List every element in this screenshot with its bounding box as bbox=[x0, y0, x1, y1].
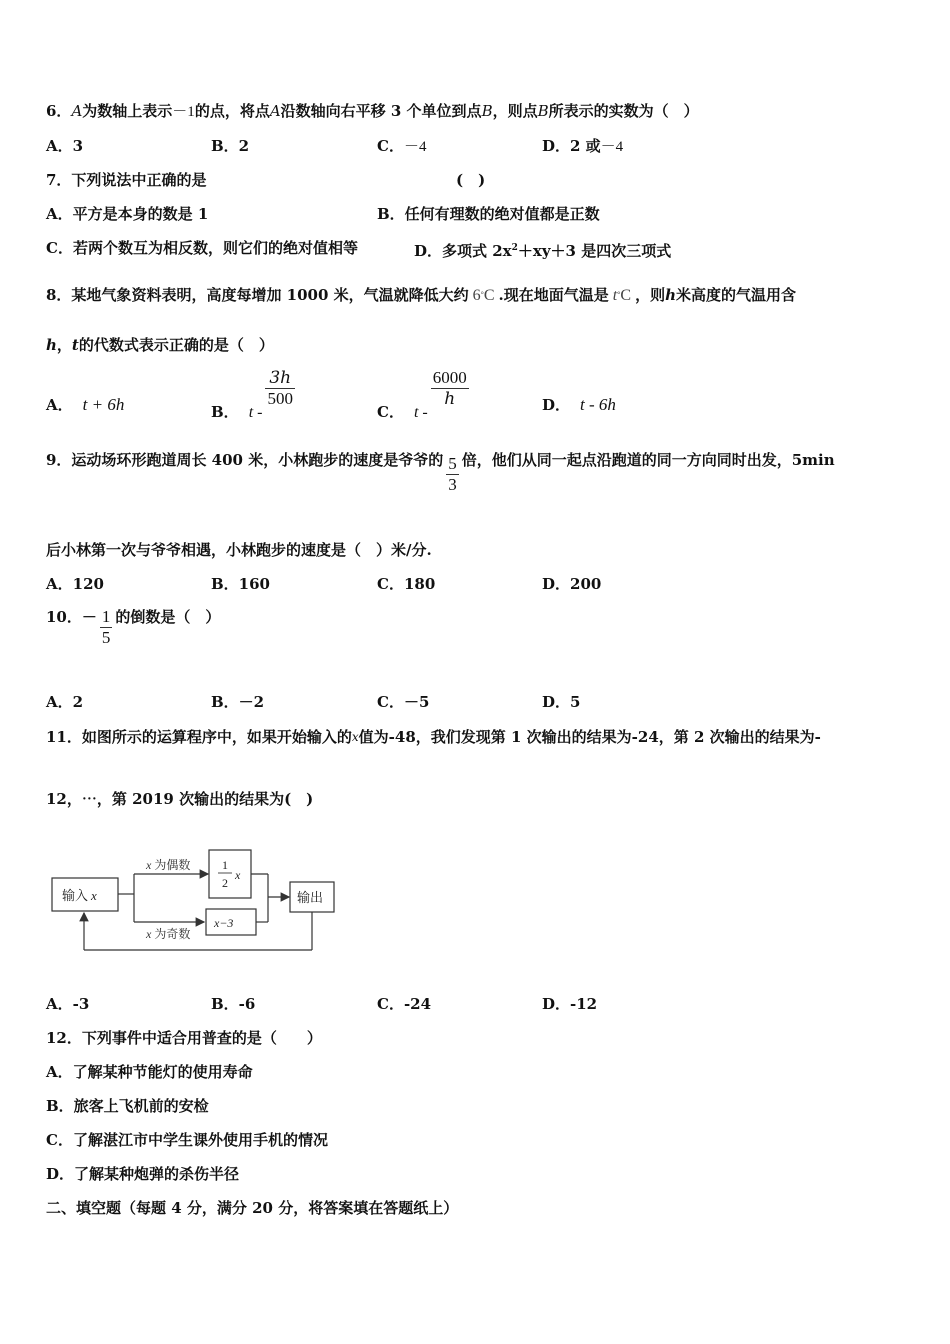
q6-text-4: ，则点 bbox=[492, 102, 538, 120]
q6-text-3: 沿数轴向右平移 3 个单位到点 bbox=[280, 102, 482, 120]
q10-option-a: A．2 bbox=[46, 693, 84, 711]
q6-text-1: 为数轴上表示 bbox=[82, 102, 173, 120]
q8-option-b-num: 3h bbox=[265, 368, 295, 389]
q8-text-b: .现在地面气温是 bbox=[498, 286, 609, 304]
q9-option-c: C．180 bbox=[377, 575, 436, 593]
q11-stem-line2: 12，⋯，第 2019 次输出的结果为( ) bbox=[46, 790, 314, 808]
q8-stem-line2 bbox=[46, 335, 274, 355]
q11-option-c: C．-24 bbox=[377, 995, 432, 1013]
q6-option-d-value: －4 bbox=[600, 139, 624, 155]
q9-text-pre: 9．运动场环形跑道周长 400 米，小林跑步的速度是爷爷的 bbox=[46, 451, 444, 469]
q8-option-d-expr: t - 6h bbox=[580, 395, 616, 414]
q7-option-d-pre: D．多项式 2x bbox=[414, 242, 512, 260]
q6-option-b: B．2 bbox=[211, 137, 250, 155]
q7-option-a: A．平方是本身的数是 1 bbox=[46, 205, 209, 223]
q8-option-b-label: B． bbox=[211, 402, 239, 421]
q8-stem-line1 bbox=[46, 285, 796, 306]
q7-paren: ( ) bbox=[456, 171, 486, 189]
q8-option-a-expr: t + 6h bbox=[82, 395, 125, 414]
q8-option-c-label: C． bbox=[377, 402, 404, 421]
q11-text-pre: 11．如图所示的运算程序中，如果开始输入的 bbox=[46, 728, 352, 746]
q11-var-x: x bbox=[351, 730, 359, 744]
q10-text-pre: 10．－ bbox=[46, 608, 97, 626]
q12-option-c: C．了解湛江市中学生课外使用手机的情况 bbox=[46, 1131, 328, 1149]
q6-point-a-2: A bbox=[269, 102, 281, 120]
q8-option-d-label: D． bbox=[542, 396, 571, 414]
q8-option-c-den: h bbox=[444, 389, 456, 409]
q7-option-d-post: ＋xy＋3 是四次三项式 bbox=[517, 242, 672, 260]
q9-fraction bbox=[446, 454, 459, 495]
q8-option-b bbox=[211, 368, 298, 421]
q9-stem-line2: 后小林第一次与爷爷相遇，小林跑步的速度是（ ）米/分. bbox=[46, 541, 432, 559]
q9-frac-den: 3 bbox=[448, 475, 457, 494]
q12-stem: 12．下列事件中适合用普查的是（ ） bbox=[46, 1029, 322, 1047]
q12-option-a: A．了解某种节能灯的使用寿命 bbox=[46, 1063, 253, 1081]
q11-option-d: D．-12 bbox=[542, 995, 598, 1013]
flow-half-den: 2 bbox=[222, 876, 228, 890]
q10-frac-den: 5 bbox=[101, 628, 111, 647]
q12-option-b: B．旅客上飞机前的安检 bbox=[46, 1097, 209, 1115]
q9-stem-line1 bbox=[46, 451, 835, 495]
q10-option-b: B．－2 bbox=[211, 693, 265, 711]
q8-line2-rest: 的代数式表示正确的是（ ） bbox=[78, 336, 274, 354]
flow-even-label: x 为偶数 bbox=[146, 858, 191, 872]
q8-deg-value: 6 bbox=[472, 287, 481, 304]
q8-option-c bbox=[377, 368, 472, 421]
q6-option-a: A．3 bbox=[46, 137, 84, 155]
q8-text-c: ，则 bbox=[635, 286, 666, 304]
q8-ground-temp: t bbox=[612, 287, 618, 304]
q8-deg-unit-2: C bbox=[620, 287, 632, 304]
q8-text-a: 8．某地气象资料表明，高度每增加 1000 米，气温就降低大约 bbox=[46, 286, 469, 304]
q6-stem bbox=[46, 101, 699, 122]
q9-text-post: 倍，他们从同一起点沿跑道的同一方向同时出发，5min bbox=[461, 451, 835, 469]
q8-option-c-num: 6000 bbox=[432, 368, 467, 387]
q6-text-5: 所表示的实数为（ ） bbox=[548, 102, 699, 120]
q8-option-a bbox=[46, 395, 124, 415]
q9-option-d: D．200 bbox=[542, 575, 602, 593]
q10-text-post: 的倒数是（ ） bbox=[115, 608, 221, 626]
q6-option-c-value: －4 bbox=[403, 139, 427, 155]
flow-half-var: x bbox=[235, 868, 241, 882]
q8-text-d: 米高度的气温用含 bbox=[676, 286, 797, 304]
q7-option-d-sup: 2 bbox=[511, 243, 518, 253]
q9-option-a: A．120 bbox=[46, 575, 104, 593]
q6-option-d bbox=[542, 136, 623, 157]
q8-option-b-pre: t - bbox=[248, 403, 263, 421]
q11-option-a: A．-3 bbox=[46, 995, 90, 1013]
q8-line2-sep: ， bbox=[56, 336, 72, 354]
q10-frac-num: 1 bbox=[101, 607, 111, 626]
flow-output-label: 输出 bbox=[297, 890, 324, 905]
q8-option-b-fraction bbox=[265, 368, 295, 409]
flow-input-label: 输入 x bbox=[62, 888, 97, 903]
q6-option-c bbox=[377, 136, 426, 157]
q10-stem bbox=[46, 609, 220, 648]
q8-line2-h: h bbox=[46, 336, 57, 354]
q10-option-c: C．－5 bbox=[377, 693, 430, 711]
q8-deg-unit: C bbox=[483, 287, 495, 304]
q6-point-b: B bbox=[481, 102, 493, 120]
q7-option-c: C．若两个数互为相反数，则它们的绝对值相等 bbox=[46, 239, 358, 257]
q12-option-d: D．了解某种炮弹的杀伤半径 bbox=[46, 1165, 240, 1183]
q8-option-d bbox=[542, 395, 616, 415]
q8-var-h: h bbox=[665, 286, 676, 304]
q11-stem-line1 bbox=[46, 727, 821, 747]
q10-fraction bbox=[100, 607, 113, 648]
flow-half-num: 1 bbox=[222, 858, 228, 872]
q9-option-b: B．160 bbox=[211, 575, 270, 593]
q6-point-a: A bbox=[71, 102, 83, 120]
q6-number: 6． bbox=[46, 102, 72, 120]
q11-text-post: 值为-48，我们发现第 1 次输出的结果为-24，第 2 次输出的结果为- bbox=[358, 728, 821, 746]
flow-minus3-label: x−3 bbox=[214, 916, 234, 930]
q8-option-a-label: A． bbox=[46, 396, 73, 414]
flow-odd-label: x 为奇数 bbox=[146, 927, 191, 941]
q6-text-2: 的点，将点 bbox=[194, 102, 270, 120]
q6-option-d-label: D．2 或 bbox=[542, 137, 601, 155]
q6-point-b-2: B bbox=[537, 102, 549, 120]
section-2-heading: 二、填空题（每题 4 分，满分 20 分，将答案填在答题纸上） bbox=[46, 1199, 459, 1217]
q11-option-b: B．-6 bbox=[211, 995, 256, 1013]
q9-frac-num: 5 bbox=[448, 454, 457, 473]
q8-option-b-den: 500 bbox=[267, 389, 293, 408]
q8-line2-t: t bbox=[71, 336, 79, 354]
degree-mark-icon: ° bbox=[480, 290, 484, 299]
q7-option-d bbox=[414, 238, 671, 261]
q7-option-b: B．任何有理数的绝对值都是正数 bbox=[377, 205, 600, 223]
q6-option-c-label: C． bbox=[377, 137, 404, 155]
degree-mark-icon-2: ° bbox=[617, 290, 621, 299]
q7-stem: 7．下列说法中正确的是 bbox=[46, 171, 207, 189]
q8-option-c-fraction bbox=[431, 368, 469, 409]
q10-option-d: D．5 bbox=[542, 693, 581, 711]
q11-flowchart bbox=[46, 842, 346, 957]
q8-option-c-pre: t - bbox=[413, 403, 428, 421]
flow-half-box bbox=[209, 850, 251, 898]
q6-minus-one: －1 bbox=[172, 104, 195, 120]
